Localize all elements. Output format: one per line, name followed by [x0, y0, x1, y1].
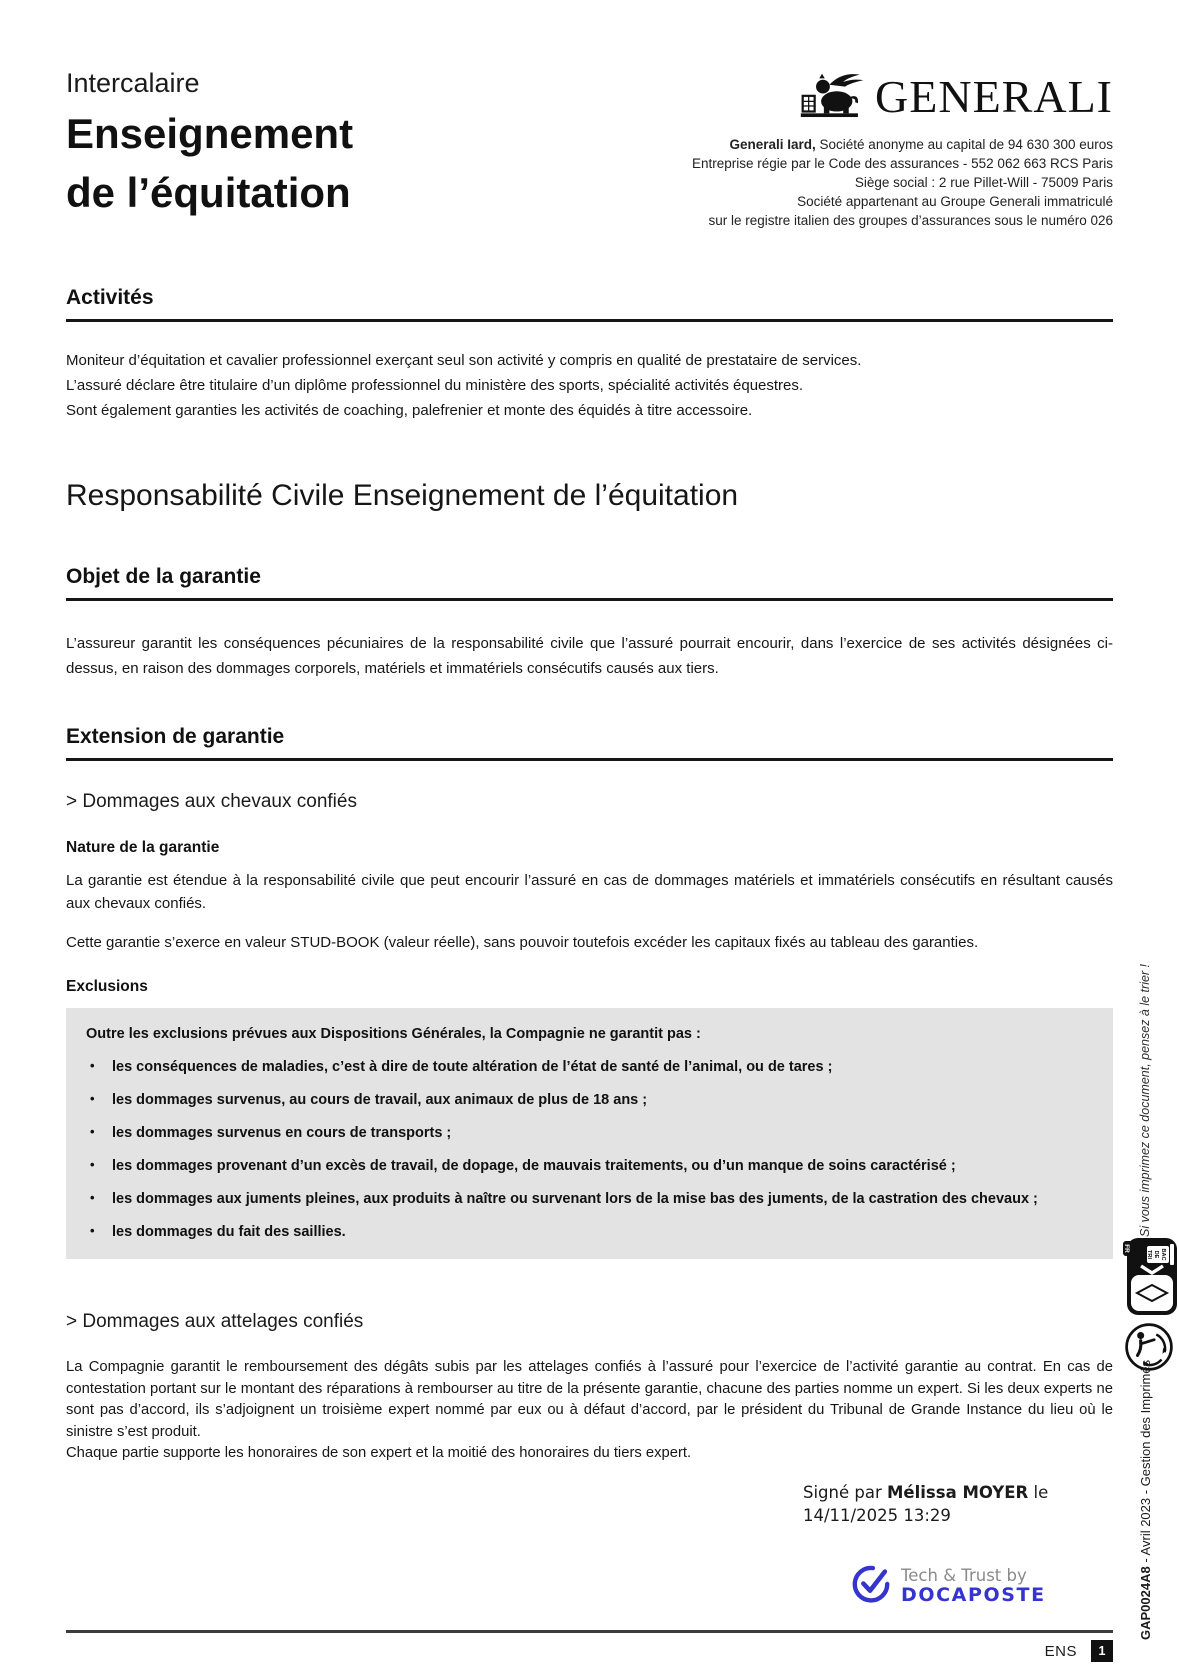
signature-block: [803, 1481, 1078, 1527]
attelages-paragraph-1: La Compagnie garantit le remboursement des dégâts subis par les attelages confiés à l’assuré pour l’exercice de l’activité garantie au contrat. En cas de contestation portant sur le montant des réparations à rembourser au titre de la présente garantie, chacune des parties nomme un expert. Si les deux experts ne sont pas d’accord, ils s’adjoignent un troisième expert nommé par eux ou à défaut d’accord, par le président du Tribunal de Grande Instance du lieu où le sinistre s’est produit.: [66, 1359, 1113, 1440]
header: [66, 0, 1113, 230]
subsection-attelages: > Dommages aux attelages confiés: [66, 1311, 364, 1333]
svg-text:FR: FR: [1123, 1244, 1130, 1253]
section-heading-extension: Extension de garantie: [66, 725, 1113, 761]
brand-block: [643, 68, 1113, 230]
section-heading-activites: Activités: [66, 286, 1113, 322]
nature-paragraph: La garantie est étendue à la responsabilité civile que peut encourir l’assuré en cas de dommages matériels et immatériels consécutifs en résultant causés aux chevaux confiés.: [66, 872, 1113, 912]
page-title-line2: de l’équitation: [66, 168, 351, 216]
page-content: [66, 0, 1113, 1610]
activites-line: Sont également garanties les activités de coaching, palefrenier et monte des équidés à titre accessoire.: [66, 402, 753, 419]
page-number-badge: 1: [1091, 1640, 1113, 1662]
doc-kind-label: Intercalaire: [66, 68, 200, 98]
company-line: Société appartenant au Groupe Generali immatriculé: [797, 194, 1113, 209]
info-tri-recycle-icon: [1121, 1237, 1179, 1317]
nature-heading: Nature de la garantie: [66, 839, 220, 856]
company-line1-rest: Société anonyme au capital de 94 630 300 euros: [815, 137, 1113, 152]
exclusions-box: [66, 1008, 1113, 1259]
docaposte-brand: DOCAPOSTE: [901, 1583, 1046, 1606]
footer-rule: [66, 1630, 1113, 1633]
title-block: [66, 68, 353, 230]
activites-paragraph: [66, 348, 1113, 423]
docaposte-text: [901, 1567, 1046, 1606]
section-heading-objet: Objet de la garantie: [66, 565, 1113, 601]
docaposte-stamp: [850, 1563, 1113, 1610]
signature-prefix: Signé par: [803, 1482, 887, 1502]
subsection-chevaux: > Dommages aux chevaux confiés: [66, 791, 357, 812]
company-line: Siège social : 2 rue Pillet-Will - 75009 Paris: [854, 175, 1113, 190]
page-title: [66, 105, 353, 223]
signature-datetime: 14/11/2025 13:29: [803, 1505, 951, 1525]
attelages-paragraph-2: Chaque partie supporte les honoraires de son expert et la moitié des honoraires du tiers expert.: [66, 1445, 692, 1462]
print-note-vertical: Si vous imprimez ce document, pensez à le trier !: [1138, 963, 1152, 1237]
signature-suffix: le: [1028, 1482, 1049, 1502]
exclusion-item: • les conséquences de maladies, c’est à dire de toute altération de l’état de santé de l’animal, ou de tares ;: [78, 1057, 1099, 1078]
activites-line: L’assuré déclare être titulaire d’un diplôme professionnel du ministère des sports, spécialité activités équestres.: [66, 377, 804, 394]
company-name: Generali Iard,: [729, 137, 816, 152]
page-title-line1: Enseignement: [66, 110, 354, 157]
exclusions-heading: Exclusions: [66, 978, 148, 995]
objet-paragraph: L’assureur garantit les conséquences pécuniaires de la responsabilité civile que l’assuré pourrait encourir, dans l’exercice de ses activités désignées ci-dessus, en raison des dommages corporels, matériels et immatériels consécutifs causés aux tiers.: [66, 635, 1113, 677]
doc-reference-rest: - Avril 2023 - Gestion des Imprimés: [1138, 1359, 1153, 1567]
exclusion-item: • les dommages survenus en cours de transports ;: [78, 1123, 1099, 1144]
company-line: sur le registre italien des groupes d’assurances sous le numéro 026: [708, 213, 1113, 228]
docaposte-check-icon: [850, 1563, 892, 1610]
generali-wordmark: GENERALI: [875, 70, 1113, 122]
exclusion-item: • les dommages aux juments pleines, aux produits à naître ou survenant lors de la mise bas des juments, de la castration des chevaux ;: [78, 1189, 1099, 1210]
exclusion-item: • les dommages survenus, au cours de travail, aux animaux de plus de 18 ans ;: [78, 1090, 1099, 1111]
rc-main-title: Responsabilité Civile Enseignement de l’équitation: [66, 479, 739, 512]
company-line: [643, 135, 1113, 154]
footer: [66, 1640, 1113, 1662]
exclusion-item: • les dommages provenant d’un excès de travail, de dopage, de mauvais traitements, ou d’un manque de soins caractérisé ;: [78, 1156, 1099, 1177]
exclusion-item: • les dommages du fait des saillies.: [78, 1222, 1099, 1243]
footer-code: ENS: [1044, 1642, 1077, 1660]
generali-logo: [643, 68, 1113, 125]
signature-line1: [803, 1481, 1078, 1504]
company-line: Entreprise régie par le Code des assurances - 552 062 663 RCS Paris: [692, 156, 1113, 171]
doc-reference-code: GAP0024A8: [1138, 1566, 1153, 1640]
doc-reference-vertical: [1138, 1360, 1153, 1640]
svg-text:BAC: BAC: [1160, 1248, 1166, 1261]
generali-lion-icon: [799, 68, 869, 125]
activites-line: Moniteur d’équitation et cavalier professionnel exerçant seul son activité y compris en qualité de prestataire de services.: [66, 352, 862, 369]
company-info: [643, 135, 1113, 230]
signer-name: Mélissa MOYER: [887, 1482, 1029, 1502]
stud-paragraph: Cette garantie s’exerce en valeur STUD-BOOK (valeur réelle), sans pouvoir toutefois excéder les capitaux fixés au tableau des garanties.: [66, 934, 979, 951]
docaposte-tagline: Tech & Trust by: [901, 1565, 1027, 1585]
svg-text:TRI: TRI: [1146, 1249, 1152, 1260]
svg-text:DE: DE: [1153, 1250, 1159, 1259]
exclusions-intro: Outre les exclusions prévues aux Dispositions Générales, la Compagnie ne garantit pas :: [86, 1026, 701, 1042]
